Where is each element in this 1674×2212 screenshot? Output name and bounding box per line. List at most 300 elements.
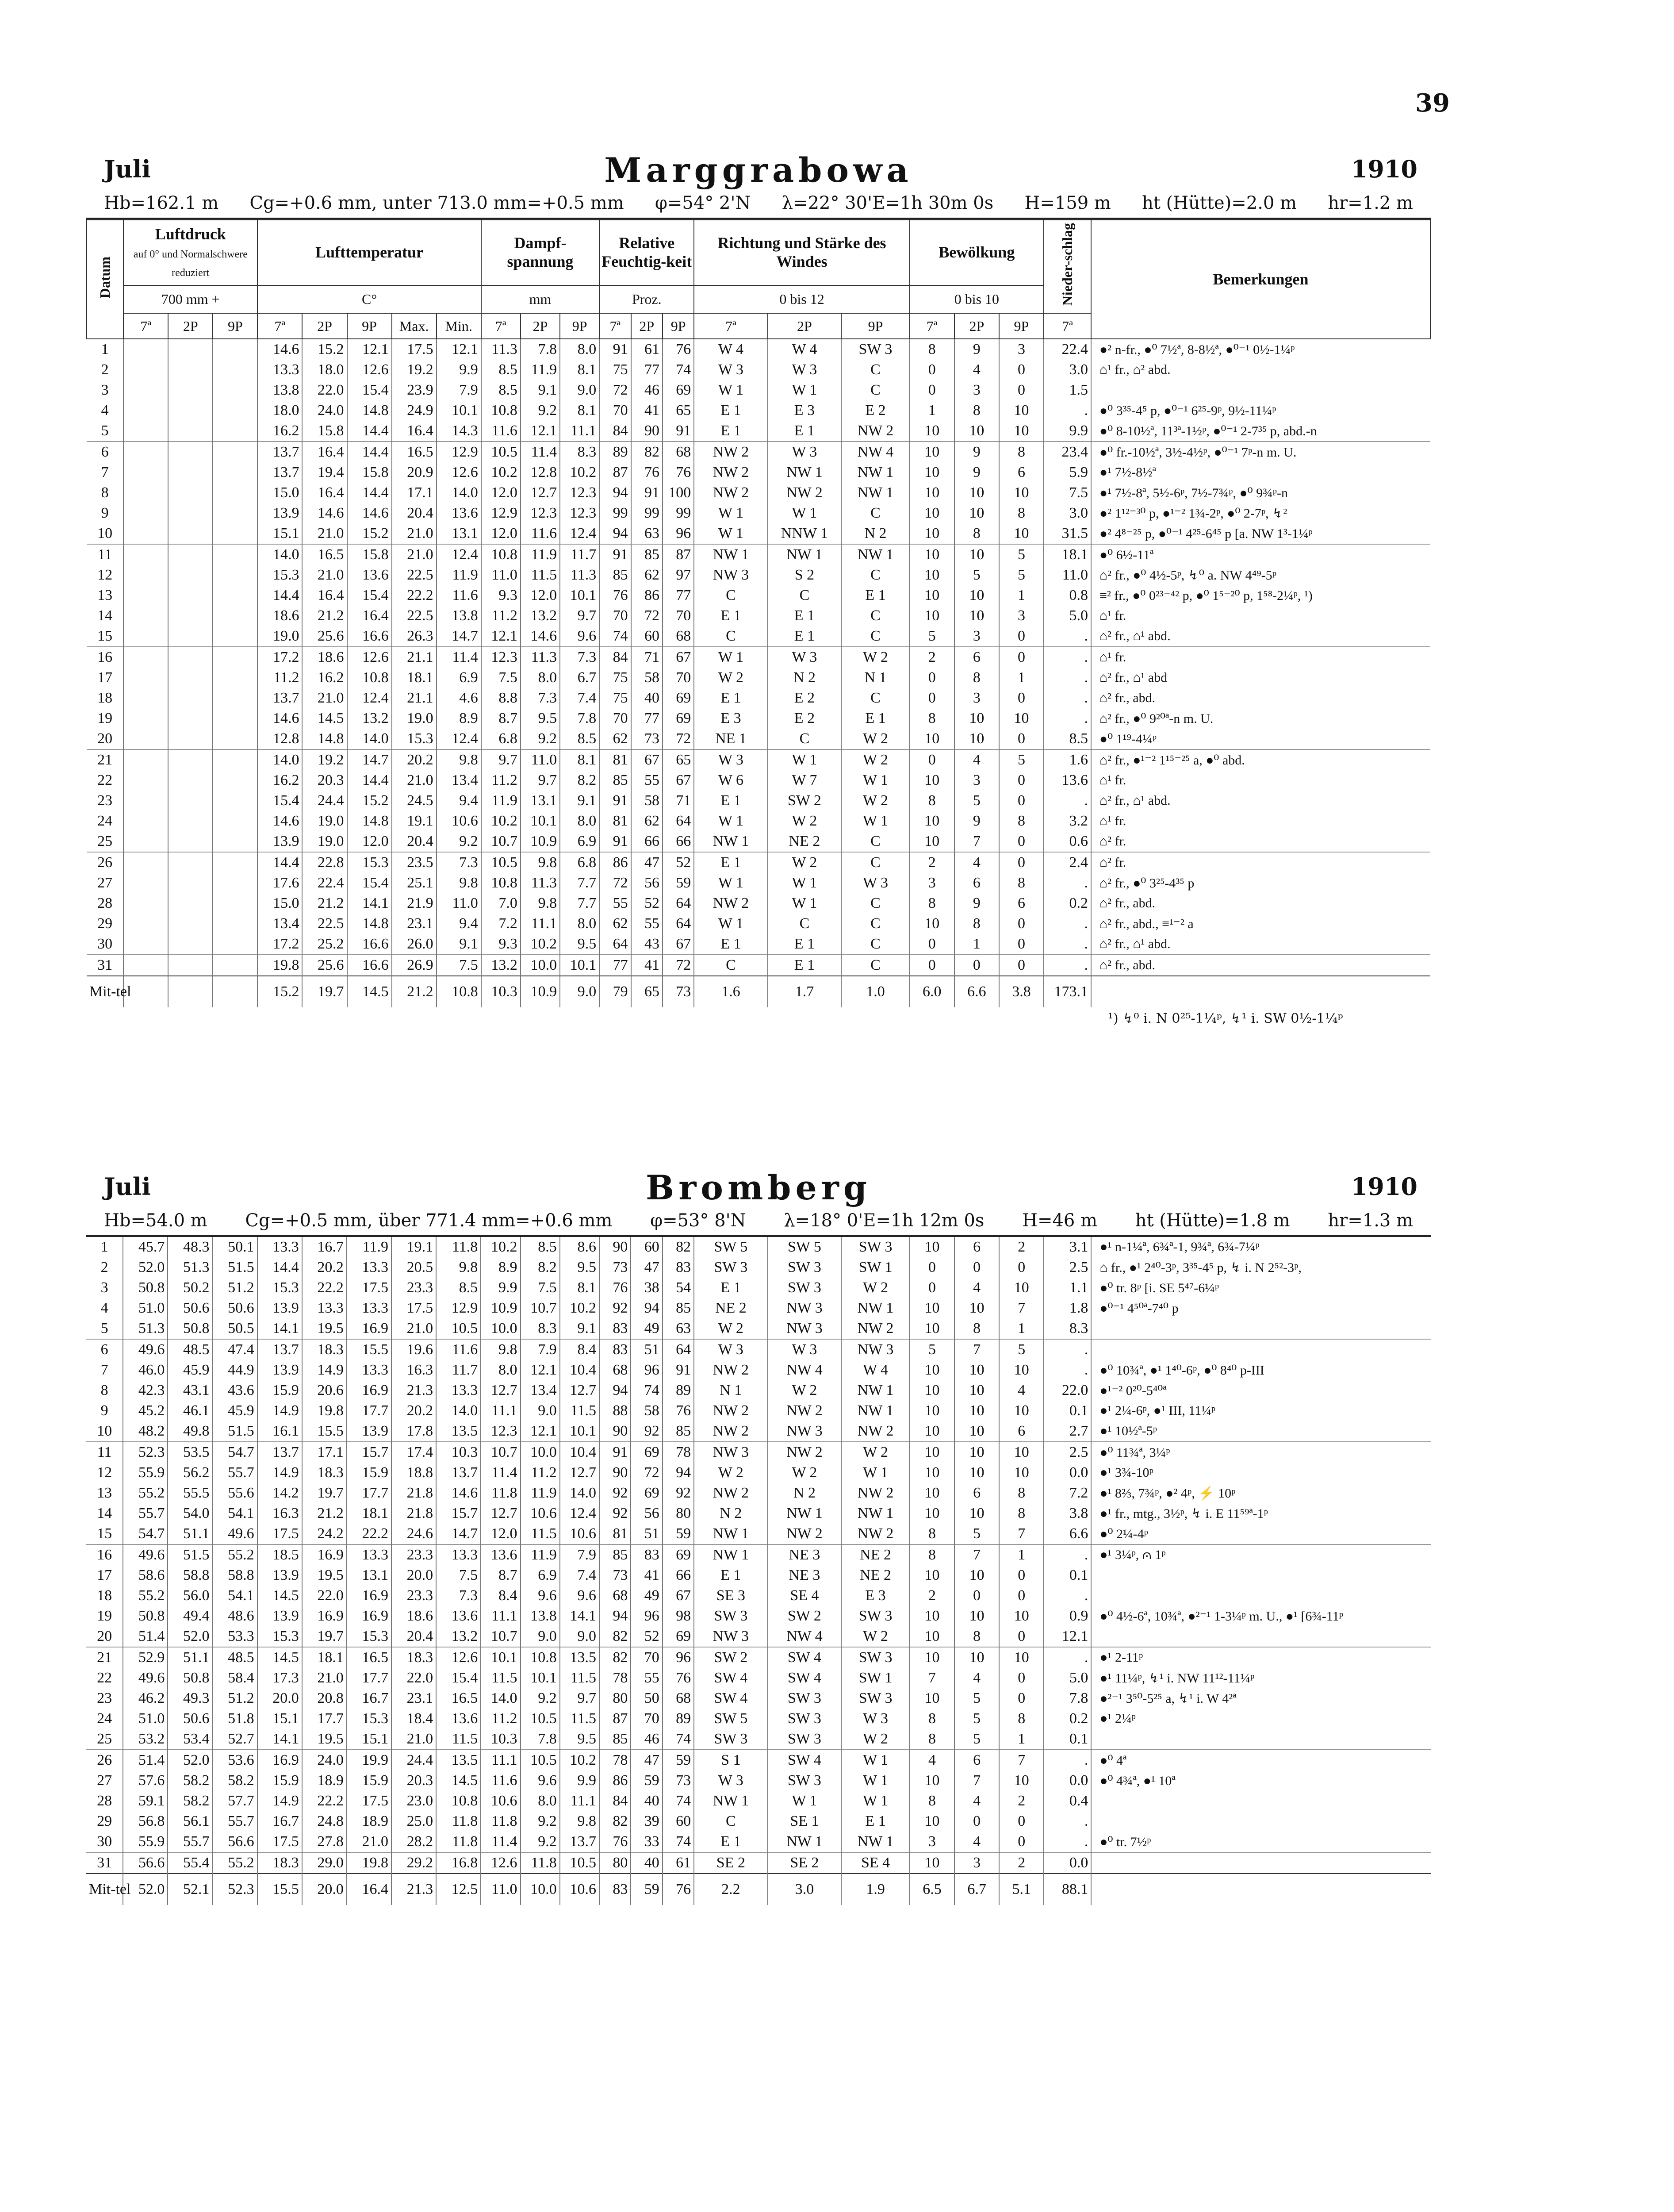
temperature-cell: 11.7	[436, 1360, 481, 1380]
cloud-cell: 0	[999, 914, 1044, 934]
precip-cell: 3.1	[1044, 1237, 1091, 1257]
wind-cell: SW 2	[768, 1606, 842, 1626]
wind-cell: NW 1	[694, 1791, 768, 1811]
cloud-cell: 10	[910, 770, 954, 791]
humidity-cell: 99	[631, 503, 663, 523]
cloud-cell: 6	[999, 893, 1044, 914]
cloud-cell: 9	[954, 339, 999, 360]
table-row	[87, 729, 1430, 749]
temperature-cell: 19.5	[302, 1565, 347, 1586]
vapour-cell: 13.8	[521, 1606, 560, 1626]
pressure-cell: 46.2	[123, 1688, 168, 1709]
unit-wind: 0 bis 12	[694, 285, 910, 313]
cloud-cell: 5	[954, 1688, 999, 1709]
wind-cell: SW 3	[841, 339, 910, 360]
vapour-cell: 7.9	[521, 1339, 560, 1360]
temperature-cell: 21.0	[392, 523, 437, 544]
temperature-cell: 24.9	[392, 400, 437, 421]
wind-cell: C	[841, 934, 910, 955]
pressure-cell	[168, 360, 213, 380]
wind-cell: 1.9	[841, 1874, 910, 1905]
humidity-cell: 69	[663, 1544, 694, 1565]
pressure-cell	[213, 893, 257, 914]
temperature-cell: 22.4	[302, 873, 347, 893]
temperature-cell: 19.6	[391, 1339, 436, 1360]
pressure-cell: 55.7	[213, 1463, 257, 1483]
temperature-cell: 18.9	[302, 1770, 347, 1791]
date-cell: 4	[100, 1300, 108, 1316]
temperature-cell: 20.0	[391, 1565, 436, 1586]
pressure-cell	[213, 831, 257, 852]
precip-cell: .	[1044, 708, 1091, 729]
temperature-cell: 14.5	[347, 976, 392, 1007]
humidity-cell: 72	[631, 606, 663, 626]
table-row	[86, 1647, 1431, 1668]
wind-cell: N 2	[768, 1483, 842, 1503]
pressure-cell: 44.9	[213, 1360, 257, 1380]
remarks-cell: ⌂¹ fr.	[1091, 606, 1430, 626]
vapour-cell: 11.9	[521, 360, 560, 380]
wind-cell: NW 2	[768, 1401, 842, 1421]
temperature-cell: 16.9	[257, 1750, 302, 1770]
temperature-cell: 14.9	[257, 1401, 302, 1421]
vapour-cell: 12.7	[521, 483, 560, 503]
wind-cell: NW 1	[841, 1298, 910, 1318]
temperature-cell: 16.3	[257, 1503, 302, 1524]
vapour-cell: 6.8	[481, 729, 521, 749]
precip-cell: 0.1	[1044, 1565, 1091, 1586]
temperature-cell: 20.0	[302, 1874, 347, 1905]
temperature-cell: 14.7	[437, 626, 481, 647]
temperature-cell: 14.5	[257, 1647, 302, 1668]
temperature-cell: 11.9	[437, 565, 481, 585]
cloud-cell: 10	[999, 523, 1044, 544]
temperature-cell: 10.5	[436, 1318, 481, 1339]
temperature-cell: 18.6	[391, 1606, 436, 1626]
temperature-cell: 20.2	[392, 749, 437, 770]
col-2p: 2P	[631, 313, 663, 339]
temperature-cell: 11.8	[436, 1832, 481, 1852]
pressure-cell	[213, 955, 257, 976]
wind-cell: SW 3	[768, 1688, 842, 1709]
temperature-cell: 22.0	[302, 380, 347, 400]
humidity-cell: 69	[631, 1483, 662, 1503]
temperature-cell: 11.2	[257, 668, 302, 688]
pressure-cell	[213, 647, 257, 668]
vapour-cell: 11.1	[481, 1606, 520, 1626]
humidity-cell: 75	[599, 360, 631, 380]
pressure-cell: 57.7	[213, 1791, 257, 1811]
vapour-cell: 8.7	[481, 1565, 520, 1586]
humidity-cell: 67	[663, 647, 694, 668]
vapour-cell: 10.6	[481, 1791, 520, 1811]
date-cell: 26	[87, 852, 123, 873]
table-row	[87, 585, 1430, 606]
wind-cell: W 1	[768, 873, 841, 893]
temperature-cell: 13.3	[347, 1257, 391, 1278]
precip-cell: 1.6	[1044, 749, 1091, 770]
vapour-cell: 7.7	[560, 893, 599, 914]
table-row	[86, 1380, 1431, 1401]
temperature-cell: 14.9	[302, 1360, 347, 1380]
remarks-cell: ⌂² fr., abd.	[1091, 955, 1430, 976]
cloud-cell: 6.6	[954, 976, 999, 1007]
pressure-cell: 49.4	[168, 1606, 212, 1626]
wind-cell: NNW 1	[768, 523, 841, 544]
cloud-cell: 10	[910, 1503, 954, 1524]
pressure-cell: 49.8	[168, 1421, 212, 1442]
cloud-cell: 6	[954, 873, 999, 893]
pressure-cell: 52.3	[213, 1874, 257, 1905]
wind-cell: W 1	[841, 770, 910, 791]
precip-cell: .	[1044, 647, 1091, 668]
temperature-cell: 21.8	[391, 1483, 436, 1503]
cloud-cell: 8	[910, 1791, 954, 1811]
humidity-cell: 83	[599, 1318, 631, 1339]
temperature-cell: 16.5	[347, 1647, 391, 1668]
temperature-cell: 18.0	[302, 360, 347, 380]
cloud-cell: 0	[954, 1257, 999, 1278]
temperature-cell: 16.5	[436, 1688, 481, 1709]
remarks-cell: ≡² fr., ●⁰ 0²³⁻⁴² p, ●⁰ 1⁵⁻²⁰ p, 1⁵⁸-2¼ᵖ, ¹)	[1091, 585, 1430, 606]
humidity-cell: 60	[631, 1237, 662, 1257]
pressure-cell: 54.1	[213, 1586, 257, 1606]
vapour-cell: 9.3	[481, 934, 521, 955]
vapour-cell: 10.7	[481, 1442, 520, 1463]
temperature-cell: 14.4	[347, 770, 392, 791]
remarks-cell: ⌂² fr.	[1091, 852, 1430, 873]
temperature-cell: 18.1	[302, 1647, 347, 1668]
cloud-cell: 10	[910, 1237, 954, 1257]
vapour-cell: 10.9	[481, 1298, 520, 1318]
temperature-cell: 13.4	[257, 914, 302, 934]
wind-cell: SW 3	[768, 1278, 842, 1298]
temperature-cell: 9.4	[437, 791, 481, 811]
precip-cell: 3.8	[1044, 1503, 1091, 1524]
pressure-cell	[123, 811, 168, 831]
cloud-cell: 6.7	[954, 1874, 999, 1905]
temperature-cell: 8.5	[436, 1278, 481, 1298]
vapour-cell: 11.3	[521, 873, 560, 893]
vapour-cell: 13.2	[521, 606, 560, 626]
humidity-cell: 99	[663, 503, 694, 523]
humidity-cell: 90	[599, 1463, 631, 1483]
humidity-cell: 90	[599, 1421, 631, 1442]
vapour-cell: 13.7	[560, 1832, 599, 1852]
vapour-cell: 10.9	[521, 976, 560, 1007]
cloud-cell: 0	[999, 647, 1044, 668]
table-row	[87, 668, 1430, 688]
table-row	[86, 1770, 1431, 1791]
table-row	[87, 914, 1430, 934]
temperature-cell: 16.9	[347, 1318, 391, 1339]
wind-cell: W 2	[694, 1463, 768, 1483]
vapour-cell: 6.9	[560, 831, 599, 852]
date-cell: 18	[97, 1587, 112, 1604]
pressure-cell	[123, 852, 168, 873]
cloud-cell: 10	[910, 1360, 954, 1380]
cloud-cell: 7	[954, 1339, 999, 1360]
cloud-cell: 10	[999, 1606, 1044, 1626]
pressure-cell	[123, 442, 168, 462]
date-cell: 8	[100, 1382, 108, 1398]
pressure-cell: 51.3	[168, 1257, 212, 1278]
humidity-cell: 68	[599, 1360, 631, 1380]
temperature-cell: 20.0	[257, 1688, 302, 1709]
pressure-cell	[213, 565, 257, 585]
humidity-cell: 60	[631, 626, 663, 647]
cloud-cell: 0	[910, 1257, 954, 1278]
cloud-cell: 8	[910, 791, 954, 811]
humidity-cell: 80	[599, 1852, 631, 1874]
table-row	[87, 749, 1430, 770]
table-row	[87, 400, 1430, 421]
vapour-cell: 8.4	[560, 1339, 599, 1360]
temperature-cell: 15.3	[347, 1626, 391, 1647]
humidity-cell: 92	[599, 1298, 631, 1318]
humidity-cell: 75	[599, 668, 631, 688]
cloud-cell: 10	[954, 1442, 999, 1463]
precip-cell: 2.5	[1044, 1257, 1091, 1278]
temperature-cell: 23.9	[392, 380, 437, 400]
cloud-cell: 8	[954, 1318, 999, 1339]
wind-cell: NE 2	[841, 1544, 910, 1565]
temperature-cell: 17.5	[391, 1298, 436, 1318]
humidity-cell: 76	[599, 585, 631, 606]
cloud-cell: 0	[999, 1257, 1044, 1278]
remarks-cell: ●¹ 2¼-6ᵖ, ●¹ III, 11¼ᵖ	[1091, 1401, 1431, 1421]
temperature-cell: 7.5	[436, 1565, 481, 1586]
humidity-cell: 86	[599, 1770, 631, 1791]
cloud-cell: 8	[999, 873, 1044, 893]
pressure-cell: 55.4	[168, 1852, 212, 1874]
table-row	[86, 1688, 1431, 1709]
humidity-cell: 92	[599, 1483, 631, 1503]
vapour-cell: 13.5	[560, 1647, 599, 1668]
cloud-cell: 8	[910, 1544, 954, 1565]
temperature-cell: 13.7	[257, 1339, 302, 1360]
cloud-cell: 8	[910, 1729, 954, 1750]
pressure-cell: 59.1	[123, 1791, 168, 1811]
cloud-cell: 0	[910, 668, 954, 688]
wind-cell: C	[841, 831, 910, 852]
wind-cell: SW 3	[768, 1770, 842, 1791]
temperature-cell: 15.5	[347, 1339, 391, 1360]
pressure-cell: 48.3	[168, 1237, 212, 1257]
wind-cell: SE 1	[768, 1811, 842, 1832]
vapour-cell: 10.7	[521, 1298, 560, 1318]
humidity-cell: 74	[599, 626, 631, 647]
pressure-cell: 52.7	[213, 1729, 257, 1750]
humidity-cell: 59	[663, 1524, 694, 1544]
mean-label: Mit-tel	[87, 976, 123, 1007]
cloud-cell: 2	[910, 852, 954, 873]
pressure-cell	[168, 934, 213, 955]
humidity-cell: 83	[599, 1339, 631, 1360]
vapour-cell: 7.3	[560, 647, 599, 668]
cloud-cell: 10	[910, 1852, 954, 1874]
date-cell: 20	[97, 730, 113, 747]
table-row	[86, 1278, 1431, 1298]
cloud-cell: 10	[954, 544, 999, 565]
humidity-cell: 63	[663, 1318, 694, 1339]
cloud-cell: 3	[954, 380, 999, 400]
pressure-cell	[213, 523, 257, 544]
precip-cell: 22.0	[1044, 1380, 1091, 1401]
pressure-cell: 50.8	[123, 1278, 168, 1298]
vapour-cell: 6.9	[521, 1565, 560, 1586]
pressure-cell	[213, 811, 257, 831]
precip-cell: 0.9	[1044, 1606, 1091, 1626]
pressure-cell: 52.0	[168, 1626, 212, 1647]
vapour-cell: 10.2	[481, 1237, 520, 1257]
humidity-cell: 73	[599, 1565, 631, 1586]
temperature-cell: 20.5	[391, 1257, 436, 1278]
cloud-cell: 10	[954, 1606, 999, 1626]
wind-cell: E 2	[768, 688, 841, 708]
vapour-cell: 10.9	[521, 831, 560, 852]
temperature-cell: 19.5	[302, 1318, 347, 1339]
wind-cell: SW 1	[841, 1668, 910, 1688]
vapour-cell: 6.8	[560, 852, 599, 873]
temperature-cell: 23.0	[391, 1791, 436, 1811]
date-cell: 30	[97, 1833, 112, 1850]
vapour-cell: 11.2	[481, 1709, 520, 1729]
vapour-cell: 10.2	[560, 1750, 599, 1770]
header-bemerkungen: Bemerkungen	[1091, 220, 1430, 339]
pressure-cell	[168, 380, 213, 400]
precip-cell: 6.6	[1044, 1524, 1091, 1544]
precip-cell: 5.0	[1044, 606, 1091, 626]
vapour-cell: 10.7	[481, 831, 521, 852]
cloud-cell: 3	[910, 873, 954, 893]
cloud-cell: 8	[954, 1626, 999, 1647]
temperature-cell: 14.8	[347, 811, 392, 831]
cloud-cell: 7	[954, 1770, 999, 1791]
cloud-cell: 10	[910, 421, 954, 442]
vapour-cell: 10.4	[560, 1360, 599, 1380]
temperature-cell: 22.5	[302, 914, 347, 934]
wind-cell: NW 1	[768, 1503, 842, 1524]
precip-cell: 2.5	[1044, 1442, 1091, 1463]
remarks-cell: ●⁰ 6½-11ª	[1091, 544, 1430, 565]
wind-cell: NW 1	[768, 462, 841, 483]
pressure-cell: 52.0	[123, 1257, 168, 1278]
cloud-cell: 8	[910, 893, 954, 914]
date-cell: 16	[86, 1544, 123, 1565]
temperature-cell: 11.5	[436, 1729, 481, 1750]
vapour-cell: 8.2	[521, 1257, 560, 1278]
pressure-cell	[123, 421, 168, 442]
humidity-cell: 82	[599, 1811, 631, 1832]
temperature-cell: 16.6	[347, 955, 392, 976]
pressure-cell	[213, 544, 257, 565]
humidity-cell: 91	[663, 1360, 694, 1380]
precip-cell: .	[1044, 955, 1091, 976]
cloud-cell: 10	[910, 606, 954, 626]
vapour-cell: 10.2	[481, 811, 521, 831]
cloud-cell: 10	[954, 1565, 999, 1586]
humidity-cell: 92	[599, 1503, 631, 1524]
humidity-cell: 70	[663, 668, 694, 688]
vapour-cell: 8.5	[481, 360, 521, 380]
temperature-cell: 19.2	[302, 749, 347, 770]
wind-cell: SE 4	[768, 1586, 842, 1606]
precip-cell: .	[1044, 791, 1091, 811]
table-row	[86, 1565, 1431, 1586]
remarks-cell: ⌂ fr., ●¹ 2⁴⁰-3ᵖ, 3³⁵-4⁵ p, ↯ i. N 2⁵²-3ᵖ,	[1091, 1257, 1431, 1278]
remarks-cell	[1091, 380, 1430, 400]
wind-cell: W 3	[768, 442, 841, 462]
vapour-cell: 10.6	[521, 1503, 560, 1524]
cloud-cell: 3	[954, 1852, 999, 1874]
date-cell: 12	[97, 567, 113, 584]
humidity-cell: 96	[631, 1360, 662, 1380]
temperature-cell: 7.3	[436, 1586, 481, 1606]
pressure-cell	[168, 400, 213, 421]
temperature-cell: 15.9	[257, 1380, 302, 1401]
remarks-cell: ●⁰ 8-10½ª, 11³ª-1½ᵖ, ●⁰⁻¹ 2-7³⁵ p, abd.-n	[1091, 421, 1430, 442]
temperature-cell: 14.0	[436, 1401, 481, 1421]
precip-cell: 1.8	[1044, 1298, 1091, 1318]
vapour-cell: 11.8	[481, 1483, 520, 1503]
date-cell: 10	[97, 525, 113, 542]
wind-cell: E 1	[768, 934, 841, 955]
temperature-cell: 15.8	[302, 421, 347, 442]
cloud-cell: 2	[999, 1852, 1044, 1874]
humidity-cell: 77	[663, 585, 694, 606]
temperature-cell: 14.1	[257, 1318, 302, 1339]
pressure-cell	[123, 831, 168, 852]
wind-cell: SW 4	[694, 1668, 768, 1688]
temperature-cell: 15.3	[347, 852, 392, 873]
precip-cell: 31.5	[1044, 523, 1091, 544]
temperature-cell: 15.2	[302, 339, 347, 360]
temperature-cell: 14.4	[347, 483, 392, 503]
table-row	[87, 811, 1430, 831]
vapour-cell: 9.8	[560, 1811, 599, 1832]
cloud-cell: 10	[999, 1278, 1044, 1298]
vapour-cell: 12.3	[481, 647, 521, 668]
date-cell: 5	[101, 422, 109, 439]
wind-cell: NW 2	[841, 1483, 910, 1503]
cloud-cell: 10	[910, 1421, 954, 1442]
precip-cell: 1.5	[1044, 380, 1091, 400]
station-name: Marggrabowa	[604, 150, 913, 190]
table-body	[87, 339, 1430, 1007]
date-cell: 18	[97, 690, 113, 707]
wind-cell: C	[841, 893, 910, 914]
wind-cell: W 2	[841, 749, 910, 770]
cloud-cell: 6	[954, 1237, 999, 1257]
vapour-cell: 8.5	[481, 380, 521, 400]
wind-cell: SW 1	[841, 1257, 910, 1278]
cloud-cell: 0	[999, 1586, 1044, 1606]
wind-cell: W 2	[841, 1442, 910, 1463]
precip-cell: 9.9	[1044, 421, 1091, 442]
remarks-cell: ●⁰ tr. 8ᵖ [i. SE 5⁴⁷-6¼ᵖ	[1091, 1278, 1431, 1298]
vapour-cell: 12.1	[521, 1360, 560, 1380]
remarks-cell: ●⁰ fr.-10½ª, 3½-4½ᵖ, ●⁰⁻¹ 7ᵖ-n m. U.	[1091, 442, 1430, 462]
vapour-cell: 9.2	[521, 729, 560, 749]
wind-cell: NW 1	[841, 483, 910, 503]
cloud-cell: 0	[999, 1626, 1044, 1647]
humidity-cell: 68	[663, 626, 694, 647]
humidity-cell: 65	[631, 976, 663, 1007]
pressure-cell: 45.9	[168, 1360, 212, 1380]
wind-cell: W 1	[694, 811, 767, 831]
humidity-cell: 91	[599, 544, 631, 565]
